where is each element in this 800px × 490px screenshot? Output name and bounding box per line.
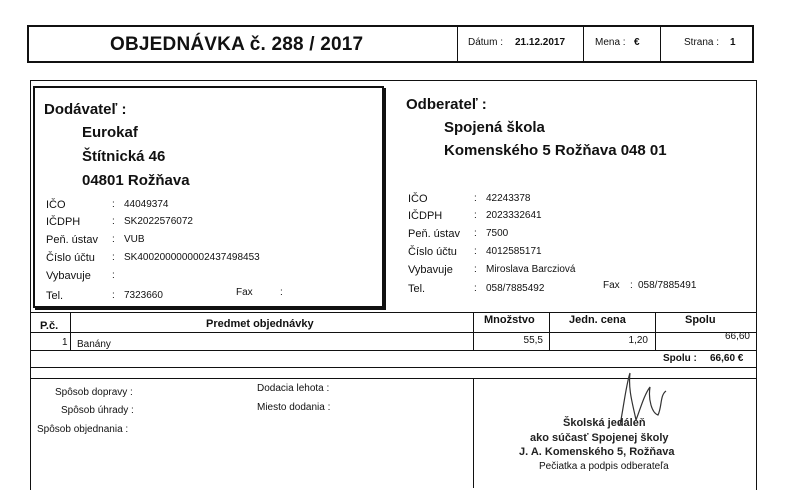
supplier-icdph-label: IČDPH <box>46 216 81 228</box>
colon: : <box>474 193 477 204</box>
col-divider <box>70 312 71 350</box>
delivery-place-label: Miesto dodania : <box>257 402 331 413</box>
customer-fax-label: Fax <box>603 280 620 291</box>
col-header-total: Spolu <box>685 314 716 326</box>
delivery-term-label: Dodacia lehota : <box>257 383 330 394</box>
customer-issuer-label: Vybavuje <box>408 264 453 276</box>
date-value: 21.12.2017 <box>515 37 566 48</box>
customer-icdph-label: IČDPH <box>408 210 443 222</box>
currency-value: € <box>634 37 640 48</box>
stamp-line-2: ako súčasť Spojenej školy <box>530 432 669 444</box>
table-top-rule <box>30 312 757 313</box>
row-qty: 55,5 <box>523 335 543 346</box>
customer-bank-label: Peň. ústav <box>408 228 460 240</box>
currency-label: Mena : <box>595 37 626 48</box>
col-divider <box>655 312 656 350</box>
supplier-icdph-value: SK2022576072 <box>124 216 193 227</box>
customer-issuer-value: Miroslava Barcziová <box>486 264 576 275</box>
customer-tel-label: Tel. <box>408 283 426 295</box>
col-divider <box>549 312 550 350</box>
colon: : <box>112 216 115 227</box>
colon: : <box>112 199 115 210</box>
colon: : <box>474 246 477 257</box>
colon: : <box>474 283 477 294</box>
signature-caption: Pečiatka a podpis odberateľa <box>539 461 669 472</box>
customer-name: Spojená škola <box>444 119 545 136</box>
colon: : <box>474 210 477 221</box>
supplier-account-value: SK4002000000002437498453 <box>124 252 260 263</box>
header-divider <box>583 26 584 62</box>
header-divider <box>660 26 661 62</box>
payment-label: Spôsob úhrady : <box>61 405 134 416</box>
supplier-issuer-label: Vybavuje <box>46 270 91 282</box>
page-label: Strana : <box>684 37 720 48</box>
supplier-bank-label: Peň. ústav <box>46 234 98 246</box>
customer-icdph-value: 2023332641 <box>486 210 542 221</box>
colon: : <box>474 228 477 239</box>
order-method-label: Spôsob objednania : <box>37 424 129 435</box>
table-header-rule <box>30 332 757 333</box>
colon: : <box>630 280 633 291</box>
supplier-name: Eurokaf <box>82 124 138 141</box>
supplier-account-label: Číslo účtu <box>46 252 95 264</box>
row-item: Banány <box>77 339 111 350</box>
colon: : <box>280 287 283 298</box>
col-header-qty: Množstvo <box>484 314 535 326</box>
col-divider <box>473 312 474 350</box>
customer-fax-value: 058/7885491 <box>638 280 697 291</box>
col-header-unit-price: Jedn. cena <box>569 314 626 326</box>
customer-account-value: 4012585171 <box>486 246 542 257</box>
supplier-tel-label: Tel. <box>46 290 64 302</box>
colon: : <box>112 290 115 301</box>
col-header-item: Predmet objednávky <box>206 318 314 330</box>
customer-account-label: Číslo účtu <box>408 246 457 258</box>
supplier-bank-value: VUB <box>124 234 145 245</box>
row-total: 66,60 <box>724 331 750 342</box>
footer-divider <box>473 378 474 488</box>
row-pc: 1 <box>62 337 68 348</box>
customer-ico-label: IČO <box>408 193 428 205</box>
supplier-street: Štítnická 46 <box>82 148 166 165</box>
colon: : <box>112 234 115 245</box>
supplier-heading: Dodávateľ : <box>44 101 127 118</box>
page-value: 1 <box>730 37 736 48</box>
col-header-pc: P.č. <box>40 320 59 332</box>
sum-label: Spolu : <box>663 353 697 364</box>
header-divider <box>457 26 458 62</box>
supplier-tel-value: 7323660 <box>124 290 163 301</box>
customer-tel-value: 058/7885492 <box>486 283 545 294</box>
customer-ico-value: 42243378 <box>486 193 531 204</box>
sum-value: 66,60 € <box>710 353 744 364</box>
stamp-line-3: J. A. Komenského 5, Rožňava <box>519 446 675 458</box>
customer-bank-value: 7500 <box>486 228 509 239</box>
transport-label: Spôsob dopravy : <box>55 387 133 398</box>
customer-address: Komenského 5 Rožňava 048 01 <box>444 142 667 159</box>
customer-heading: Odberateľ : <box>406 96 487 113</box>
date-label: Dátum : <box>468 37 504 48</box>
stamp-line-1: Školská jedáleň <box>563 417 646 429</box>
colon: : <box>474 264 477 275</box>
supplier-ico-value: 44049374 <box>124 199 169 210</box>
colon: : <box>112 252 115 263</box>
supplier-fax-label: Fax <box>236 287 253 298</box>
supplier-ico-label: IČO <box>46 199 66 211</box>
row-unit-price: 1,20 <box>628 335 648 346</box>
page-title: OBJEDNÁVKA č. 288 / 2017 <box>110 34 364 55</box>
table-row-rule <box>30 350 757 351</box>
supplier-city: 04801 Rožňava <box>82 172 190 189</box>
colon: : <box>112 270 115 281</box>
